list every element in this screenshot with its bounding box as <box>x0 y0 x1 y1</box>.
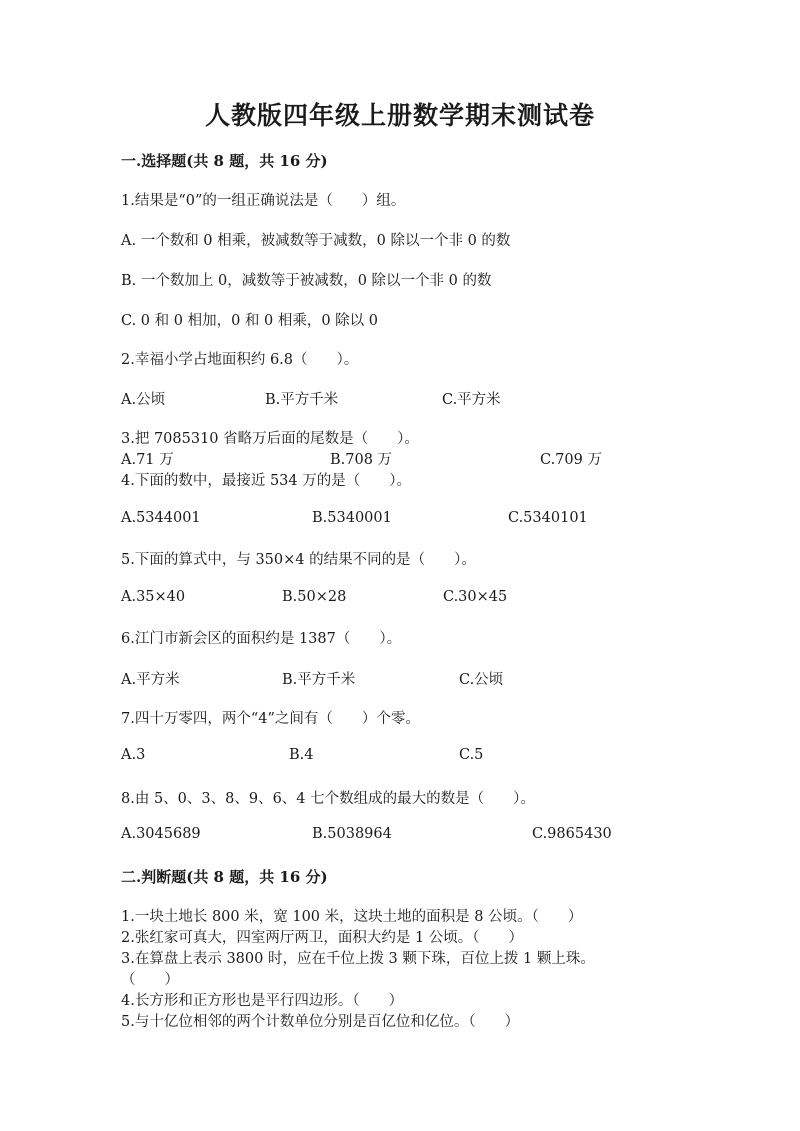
question-stem: 2.幸福小学占地面积约 6.8（ ）。 <box>121 352 359 368</box>
answer-option: B.50×28 <box>282 589 347 605</box>
answer-option: A.35×40 <box>121 589 186 605</box>
question-stem: 7.四十万零四，两个“4”之间有（ ）个零。 <box>121 711 420 727</box>
answer-option: C.30×45 <box>443 589 508 605</box>
answer-option: B.4 <box>289 747 314 763</box>
question-stem: 1.结果是“0”的一组正确说法是（ ）组。 <box>121 193 406 209</box>
question-stem: 3.把 7085310 省略万后面的尾数是（ ）。 <box>121 431 419 447</box>
answer-option: C.709 万 <box>540 452 602 468</box>
judgment-item: 4.长方形和正方形也是平行四边形。（ ） <box>121 993 404 1009</box>
section-heading-judgment: 二.判断题(共 8 题，共 16 分) <box>121 868 328 886</box>
answer-option: C. 0 和 0 相加，0 和 0 相乘，0 除以 0 <box>121 313 379 329</box>
answer-option: C.5 <box>459 747 484 763</box>
answer-option: A.71 万 <box>121 452 174 468</box>
section-heading-choice: 一.选择题(共 8 题，共 16 分) <box>121 152 328 170</box>
answer-option: A.3 <box>121 747 146 763</box>
answer-option: A.公顷 <box>121 392 166 408</box>
question-stem: 4.下面的数中，最接近 534 万的是（ ）。 <box>121 473 411 489</box>
judgment-item: 5.与十亿位相邻的两个计数单位分别是百亿位和亿位。（ ） <box>121 1014 520 1030</box>
answer-option: A. 一个数和 0 相乘，被减数等于减数，0 除以一个非 0 的数 <box>121 233 511 249</box>
answer-option: C.平方米 <box>442 392 501 408</box>
answer-option: C.5340101 <box>508 510 588 526</box>
judgment-item-continuation: （ ） <box>121 972 179 988</box>
judgment-item: 3.在算盘上表示 3800 时，应在千位上拨 3 颗下珠，百位上拨 1 颗上珠。 <box>121 951 595 967</box>
answer-option: A.3045689 <box>121 826 201 842</box>
answer-option: B.平方千米 <box>265 392 339 408</box>
question-stem: 8.由 5、0、3、8、9、6、4 七个数组成的最大的数是（ ）。 <box>121 791 535 807</box>
judgment-item: 2.张红家可真大，四室两厅两卫，面积大约是 1 公顷。（ ） <box>121 930 524 946</box>
question-stem: 5.下面的算式中，与 350×4 的结果不同的是（ ）。 <box>121 552 476 568</box>
answer-option: B.708 万 <box>330 452 393 468</box>
page-title: 人教版四年级上册数学期末测试卷 <box>204 101 595 130</box>
question-stem: 6.江门市新会区的面积约是 1387（ ）。 <box>121 631 402 647</box>
answer-option: A.5344001 <box>121 510 201 526</box>
answer-option: B.5038964 <box>312 826 392 842</box>
answer-option: C.公顷 <box>459 672 504 688</box>
answer-option: B.平方千米 <box>282 672 356 688</box>
answer-option: C.9865430 <box>532 826 612 842</box>
answer-option: B.5340001 <box>312 510 392 526</box>
answer-option: A.平方米 <box>121 672 180 688</box>
judgment-item: 1.一块土地长 800 米，宽 100 米，这块土地的面积是 8 公顷。（ ） <box>121 909 583 925</box>
answer-option: B. 一个数加上 0，减数等于被减数，0 除以一个非 0 的数 <box>121 273 492 289</box>
